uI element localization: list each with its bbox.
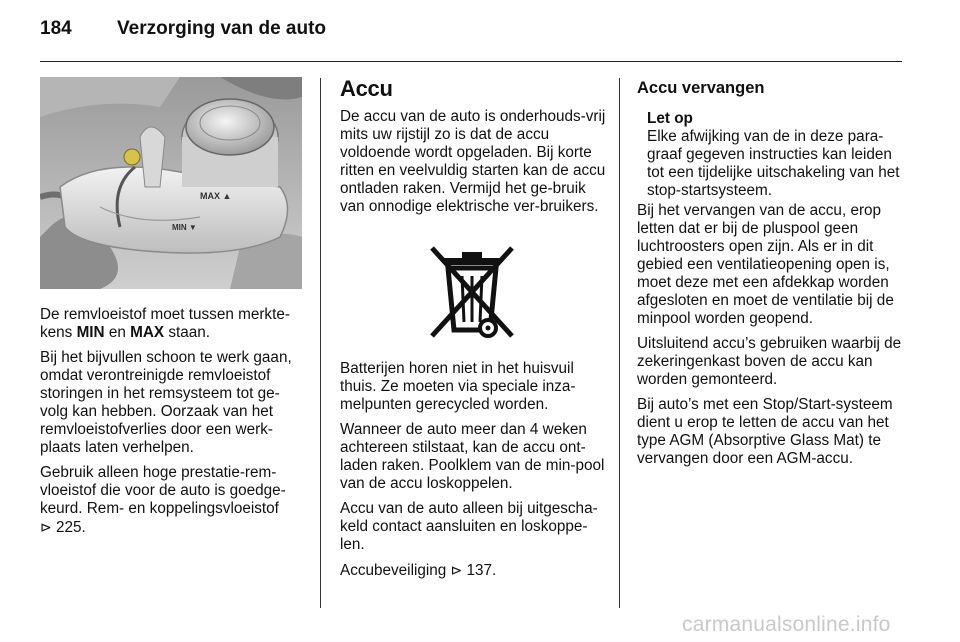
min-mark: MIN ▼ — [172, 223, 197, 232]
brake-fluid-reservoir-photo — [40, 77, 302, 289]
page-ref-arrow-icon: ⊳ — [450, 562, 463, 578]
paragraph-replace-vents: Bij het vervangen van de accu, erop letten dat er bij de pluspool geen luchtroosters open zijn. Als er in dit gebied een ventilatieopening open is, moet deze met een afdekkap worden afgesloten en moet de ventilatie bij de minpool worden geopend. — [637, 202, 894, 327]
page-title: Verzorging van de auto — [117, 18, 327, 39]
paragraph-accu-protection: Accubeveiliging ⊳ 137. — [340, 562, 497, 579]
column-divider-1 — [320, 78, 321, 608]
page-number: 184 — [40, 18, 72, 39]
column-divider-2 — [619, 78, 620, 608]
paragraph-fluid-type: Gebruik alleen hoge prestatie-rem-vloeistof die voor de auto is goedge-keurd. Rem- en koppelingsvloeistof ⊳ 225. — [40, 464, 286, 536]
note-text: Elke afwijking van de in deze para-graaf gegeven instructies kan leiden tot een tijdelijke uitschakeling van het stop-startsysteem. — [647, 128, 900, 199]
paragraph-accu-intro: De accu van de auto is onderhouds-vrij mits uw rijstijl zo is dat de accu voldoende wordt opgeladen. Bij korte ritten en veelvuldig starten kan de accu ontladen raken. Vermijd het ge-bruik van onnodige elektrische ver-bruikers. — [340, 108, 606, 215]
max-mark: MAX ▲ — [200, 191, 232, 201]
caution-note — [647, 110, 905, 200]
header-rule — [40, 61, 902, 62]
min-label: MIN — [76, 324, 105, 341]
watermark: carmanualsonline.info — [682, 613, 891, 636]
paragraph-recycling: Batterijen horen niet in het huisvuil thuis. Ze moeten via speciale inza-melpunten gerecycled worden. — [340, 360, 576, 413]
section-title-accu: Accu — [340, 76, 393, 101]
max-label: MAX — [130, 324, 165, 341]
crossed-out-wheelie-bin-icon — [422, 244, 522, 344]
page-reference-link[interactable]: 225. — [55, 519, 86, 536]
paragraph-fusebox: Uitsluitend accu’s gebruiken waarbij de zekeringenkast boven de accu kan worden gemonteerd. — [637, 335, 902, 388]
paragraph-agm: Bij auto’s met een Stop/Start-systeem dient u erop te letten de accu van het type AGM (Absorptive Glass Mat) te vervangen door een AGM-accu. — [637, 396, 893, 467]
page-reference-link[interactable]: 137. — [466, 562, 497, 579]
note-title: Let op — [647, 110, 693, 127]
paragraph-long-parking: Wanneer de auto meer dan 4 weken achtereen stilstaat, kan de accu ont-laden raken. Poolklem van de min-pool van de accu loskoppelen. — [340, 421, 605, 492]
paragraph-connect: Accu van de auto alleen bij uitgescha-keld contact aansluiten en loskoppe-len. — [340, 500, 598, 553]
page-header — [40, 18, 920, 48]
paragraph-fluid-level: De remvloeistof moet tussen merkte-kens MIN en MAX staan. — [40, 306, 290, 341]
page-ref-arrow-icon: ⊳ — [40, 519, 52, 535]
section-title-accu-vervangen: Accu vervangen — [637, 79, 765, 97]
paragraph-refill: Bij het bijvullen schoon te werk gaan, omdat verontreinigde remvloeistof storingen in het remsysteem tot ge-volg kan hebben. Oorzaak van het remvloeistofverlies door een werk-plaats laten verhelpen. — [40, 349, 292, 456]
